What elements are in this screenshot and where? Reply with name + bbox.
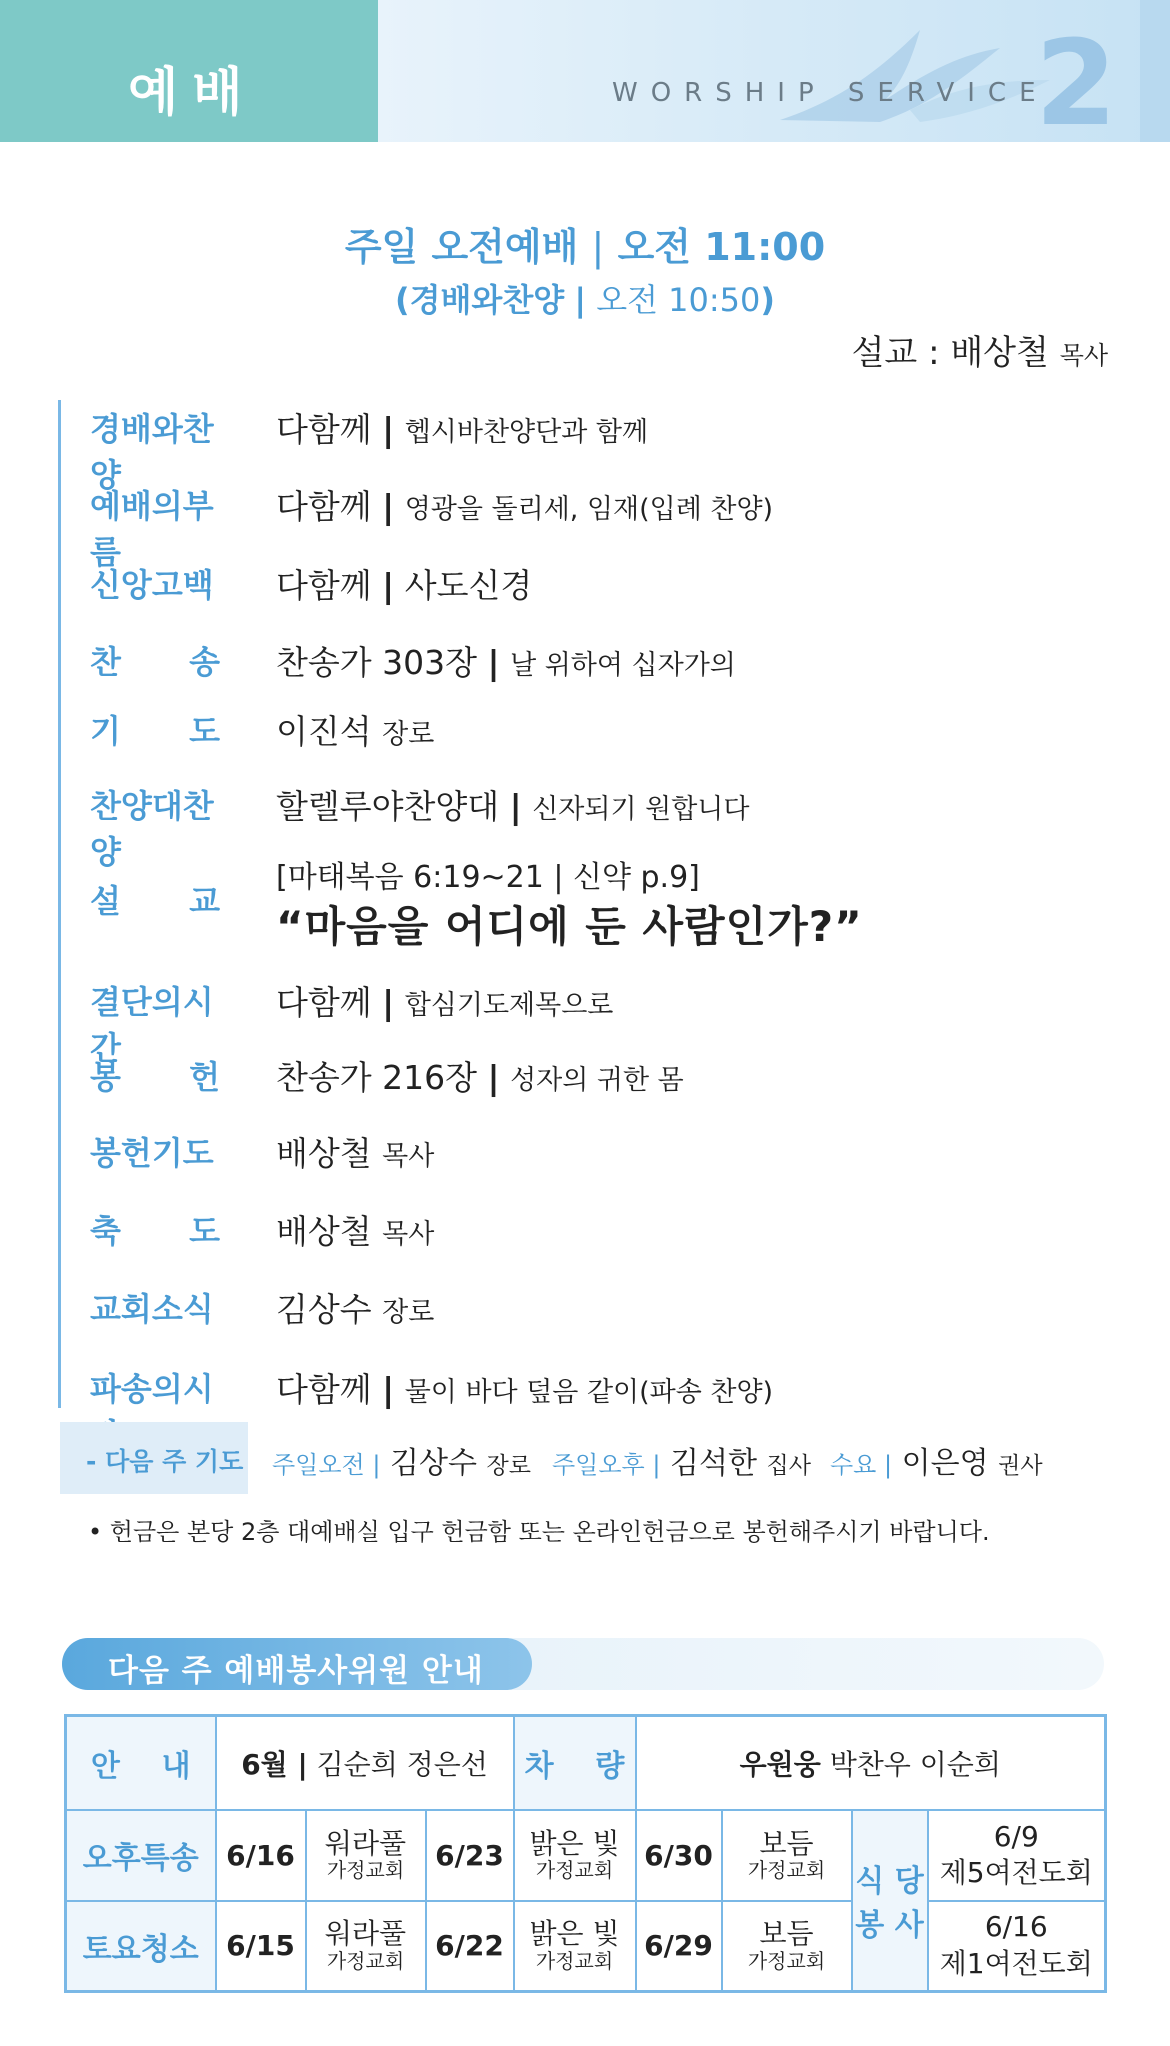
order-content xyxy=(276,1284,434,1331)
order-divider-line xyxy=(58,400,61,1408)
order-label: 예배의부름 xyxy=(90,487,214,571)
table-row xyxy=(66,1810,1106,1901)
order-label: 찬양대찬양 xyxy=(90,787,214,871)
order-sep: | xyxy=(487,643,500,682)
service-name: 주일 오전예배 xyxy=(344,225,579,269)
prayer-name: 김석한 xyxy=(670,1446,757,1481)
order-main: 배상철 xyxy=(276,1134,372,1173)
kitchen-label-line: 봉 사 xyxy=(855,1908,924,1944)
order-label: 파송의시 xyxy=(90,1370,214,1408)
date-cell: 6/29 xyxy=(636,1901,722,1992)
order-main: 김상수 xyxy=(276,1290,372,1329)
order-label xyxy=(90,706,220,752)
church-sub: 가정교회 xyxy=(326,1949,405,1974)
next-prayer-label: - 다음 주 기도 xyxy=(86,1447,244,1476)
order-main: 다함께 xyxy=(276,566,372,605)
prayer-slot: 주일오후 | xyxy=(552,1451,661,1479)
order-detail: 헵시바찬양단과 함께 xyxy=(404,417,649,448)
church-name: 밝은 빛 xyxy=(529,1826,620,1860)
church-cell xyxy=(514,1810,636,1901)
next-prayer-item xyxy=(830,1438,1043,1482)
subtitle-separator: | xyxy=(574,281,587,319)
kitchen-cell xyxy=(928,1901,1106,1992)
kitchen-date: 6/16 xyxy=(984,1910,1048,1944)
kitchen-group: 제1여전도회 xyxy=(939,1946,1093,1980)
header-edge-strip xyxy=(1140,0,1170,142)
preacher-name: 설교 : 배상철 xyxy=(851,333,1049,373)
order-content xyxy=(276,560,532,607)
offering-note: • 헌금은 본당 2층 대예배실 입구 헌금함 또는 온라인헌금으로 봉헌해주시기 바랍니다. xyxy=(88,1518,990,1546)
kitchen-cell xyxy=(928,1810,1106,1901)
date-cell: 6/30 xyxy=(636,1810,722,1901)
order-sep: | xyxy=(382,983,395,1022)
label-char: 량 xyxy=(595,1748,625,1784)
order-content xyxy=(276,1364,773,1411)
table-row xyxy=(66,1901,1106,1992)
prayer-title: 장로 xyxy=(486,1453,531,1479)
order-label-char: 기 xyxy=(90,712,121,750)
order-content xyxy=(276,637,736,684)
order-main: 다함께 xyxy=(276,487,372,526)
order-label: 신앙고백 xyxy=(90,566,214,604)
order-main: 다함께 xyxy=(276,410,372,449)
paren-open: ( xyxy=(394,281,410,319)
order-content xyxy=(276,706,434,753)
dove-wing-icon xyxy=(760,10,1060,130)
guide-people: 김순희 정은선 xyxy=(316,1747,488,1781)
order-label xyxy=(90,637,220,683)
order-detail: 목사 xyxy=(382,1219,435,1250)
church-sub: 가정교회 xyxy=(747,1858,826,1883)
section-heading: 다음 주 예배봉사위원 안내 xyxy=(108,1653,484,1689)
order-detail: 합심기도제목으로 xyxy=(404,990,614,1021)
order-sep: | xyxy=(382,410,395,449)
order-label-char: 도 xyxy=(189,1212,220,1250)
order-label xyxy=(90,1052,220,1098)
order-detail: 신자되기 원합니다 xyxy=(532,794,750,825)
church-cell xyxy=(514,1901,636,1992)
next-prayer-item xyxy=(272,1438,531,1482)
paren-close: ) xyxy=(760,281,776,319)
next-prayer-item xyxy=(552,1438,811,1482)
car-label xyxy=(514,1716,636,1810)
order-label: 교회소식 xyxy=(90,1290,214,1328)
order-detail: 목사 xyxy=(382,1141,435,1172)
order-content xyxy=(276,1052,684,1099)
order-detail: 성자의 귀한 몸 xyxy=(510,1065,684,1096)
afternoon-label: 오후특송 xyxy=(66,1810,216,1901)
order-content xyxy=(276,1128,434,1175)
order-content xyxy=(276,1206,434,1253)
church-sub: 가정교회 xyxy=(535,1949,614,1974)
order-detail: 날 위하여 십자가의 xyxy=(510,650,736,681)
service-title xyxy=(0,216,1170,271)
guide-names xyxy=(216,1716,514,1810)
date-cell: 6/23 xyxy=(426,1810,514,1901)
order-label-char: 도 xyxy=(189,712,220,750)
table-row xyxy=(66,1716,1106,1810)
order-sep: | xyxy=(509,787,522,826)
order-sep: | xyxy=(382,566,395,605)
church-sub: 가정교회 xyxy=(747,1949,826,1974)
church-name: 밝은 빛 xyxy=(529,1917,620,1951)
church-name: 보듬 xyxy=(759,1917,814,1951)
order-main: 찬송가 216장 xyxy=(276,1058,477,1097)
section-title: 예배 xyxy=(128,63,257,123)
order-main: 이진석 xyxy=(276,712,372,751)
order-sep: | xyxy=(382,487,395,526)
service-subtitle xyxy=(0,275,1170,321)
order-label-char: 축 xyxy=(90,1212,121,1250)
order-label-char: 설 xyxy=(90,882,121,920)
order-content xyxy=(276,781,749,828)
order-detail: 사도신경 xyxy=(404,566,533,605)
order-label: 봉헌기도 xyxy=(90,1134,214,1172)
order-detail: 물이 바다 덮음 같이(파송 찬양) xyxy=(404,1377,774,1408)
kitchen-group: 제5여전도회 xyxy=(939,1856,1093,1889)
order-detail: 장로 xyxy=(382,1297,435,1328)
order-label-char: 봉 xyxy=(90,1058,121,1096)
label-char: 차 xyxy=(524,1748,554,1784)
label-char: 안 xyxy=(90,1748,120,1784)
order-main: 배상철 xyxy=(276,1212,372,1251)
order-detail: 장로 xyxy=(382,719,435,750)
church-name: 워라풀 xyxy=(324,1917,407,1951)
prayer-name: 이은영 xyxy=(901,1446,989,1481)
guide-label xyxy=(66,1716,216,1810)
title-separator: | xyxy=(591,225,605,269)
order-content xyxy=(276,404,648,451)
order-label: 경배와찬양 xyxy=(90,410,214,494)
kitchen-label xyxy=(852,1810,928,1992)
church-cell xyxy=(722,1810,852,1901)
prayer-title: 권사 xyxy=(998,1453,1043,1479)
order-content xyxy=(276,977,613,1024)
date-cell: 6/16 xyxy=(216,1810,306,1901)
service-time: 오전 11:00 xyxy=(617,225,826,269)
saturday-label: 토요청소 xyxy=(66,1901,216,1992)
church-name: 보듬 xyxy=(759,1826,814,1860)
order-content xyxy=(276,481,773,528)
order-label xyxy=(90,876,220,922)
order-label: 결단의시간 xyxy=(90,983,214,1067)
preacher-title: 목사 xyxy=(1059,341,1108,370)
church-cell xyxy=(722,1901,852,1992)
church-sub: 가정교회 xyxy=(326,1858,405,1883)
church-name: 워라풀 xyxy=(324,1826,407,1860)
pre-service-time: 오전 10:50 xyxy=(596,281,761,319)
church-cell xyxy=(306,1810,426,1901)
order-sep: | xyxy=(382,1370,395,1409)
section-number: 2 xyxy=(1035,14,1118,152)
date-cell: 6/22 xyxy=(426,1901,514,1992)
section-heading-pill xyxy=(62,1638,532,1690)
staff-table xyxy=(64,1714,1107,1993)
car-names xyxy=(636,1716,1106,1810)
date-cell: 6/15 xyxy=(216,1901,306,1992)
car-lead: 우원웅 xyxy=(739,1747,821,1781)
sermon-scripture: [마태복음 6:19~21 | 신약 p.9] xyxy=(276,860,700,895)
kitchen-date: 6/9 xyxy=(993,1819,1039,1853)
pre-service-name: 경배와찬양 xyxy=(409,281,565,319)
prayer-slot: 수요 | xyxy=(830,1451,893,1479)
church-cell xyxy=(306,1901,426,1992)
kitchen-label-line: 식 당 xyxy=(855,1864,924,1900)
order-detail: 영광을 돌리세, 임재(입례 찬양) xyxy=(404,494,774,525)
prayer-name: 김상수 xyxy=(390,1446,477,1481)
church-sub: 가정교회 xyxy=(535,1858,614,1883)
order-main: 다함께 xyxy=(276,983,372,1022)
prayer-slot: 주일오전 | xyxy=(272,1451,381,1479)
order-main: 찬송가 303장 xyxy=(276,643,477,682)
order-label xyxy=(90,1206,220,1252)
order-label-char: 찬 xyxy=(90,643,121,681)
prayer-title: 집사 xyxy=(766,1453,811,1479)
order-main: 다함께 xyxy=(276,1370,372,1409)
order-sep: | xyxy=(487,1058,500,1097)
preacher xyxy=(852,325,1108,374)
order-label-char: 헌 xyxy=(189,1058,220,1096)
order-label-char: 교 xyxy=(189,882,220,920)
page-header xyxy=(0,0,1170,152)
label-char: 내 xyxy=(161,1748,191,1784)
order-label-char: 송 xyxy=(189,643,220,681)
car-people: 박찬우 이순희 xyxy=(829,1747,1001,1781)
order-main: 할렐루야찬양대 xyxy=(276,787,500,826)
guide-month: 6월 | xyxy=(241,1747,308,1781)
sermon-title: “마음을 어디에 둔 사람인가?” xyxy=(276,902,863,951)
header-subtitle: WORSHIP SERVICE xyxy=(612,78,1049,108)
